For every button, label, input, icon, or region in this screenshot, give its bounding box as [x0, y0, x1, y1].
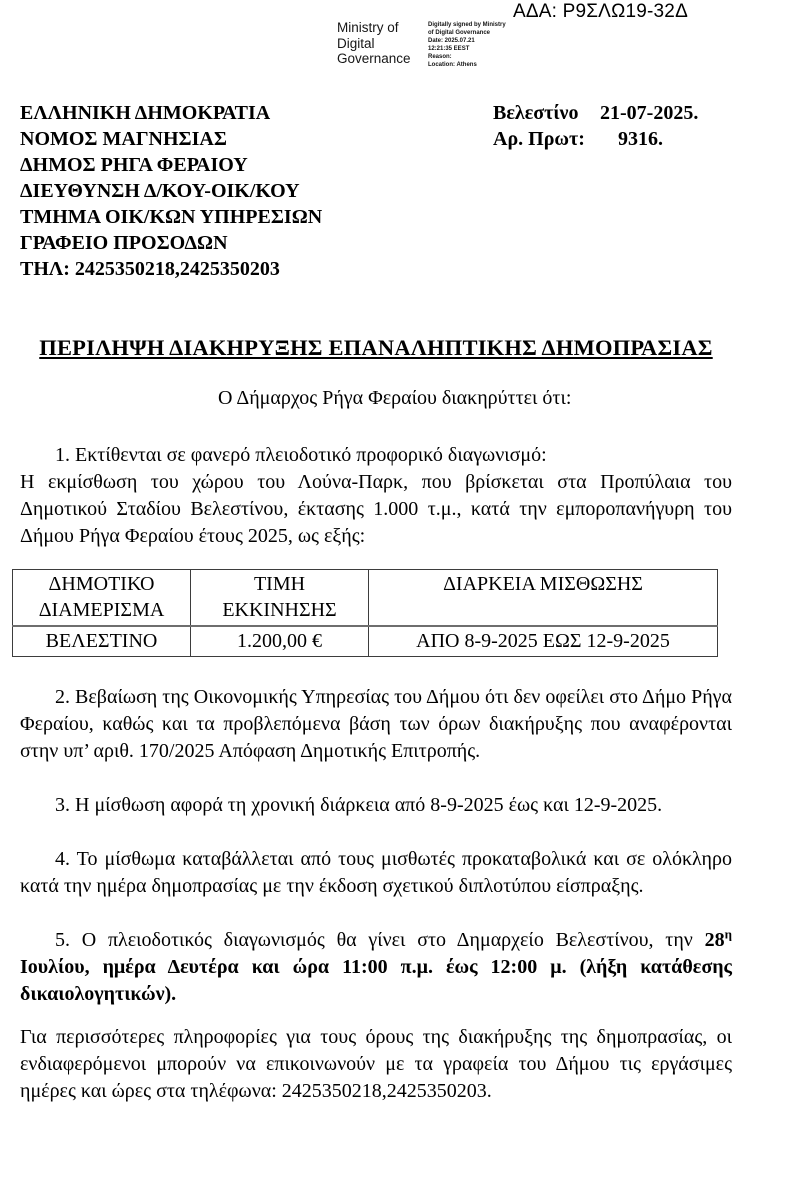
signature-details	[428, 20, 538, 69]
signature-detail-line: Reason:	[428, 54, 452, 60]
paragraph-4: 4. Το μίσθωμα καταβάλλεται από τους μισθωτές προκαταβολικά και σε ολόκληρο κατά την ημέρα δημοπρασίας με την έκδοση σχετικού διπλοτύπου είσπραξης.	[20, 848, 732, 897]
paragraph-5-bold-rest: Ιουλίου, ημέρα Δευτέρα και ώρα 11:00 π.μ. έως 12:00 μ. (λήξη κατάθεσης δικαιολογητικών).	[20, 956, 732, 1005]
proclamation-line: Ο Δήμαρχος Ρήγα Φεραίου διακηρύττει ότι:	[218, 387, 572, 409]
table-header-district: ΔΗΜΟΤΙΚΟ ΔΙΑΜΕΡΙΣΜΑ	[13, 570, 191, 627]
closing-paragraph: Για περισσότερες πληροφορίες για τους όρους της διακήρυξης της δημοπρασίας, οι ενδιαφερόμενοι μπορούν να επικοινωνούν με τα γραφεία του Δήμου τις εργάσιμες ημέρες και ώρες στα τηλέφωνα: 2425350218,2425350203.	[20, 1026, 732, 1102]
ministry-line: Digital	[337, 35, 375, 51]
table-cell-district: ΒΕΛΕΣΤΙΝΟ	[13, 626, 191, 657]
table-row	[13, 626, 718, 657]
table-header-lease-duration: ΔΙΑΡΚΕΙΑ ΜΙΣΘΩΣΗΣ	[369, 570, 718, 627]
table-cell-starting-price: 1.200,00 €	[191, 626, 369, 657]
signature-detail-line: Location: Athens	[428, 62, 477, 68]
ministry-line: Ministry of	[337, 20, 399, 35]
paragraph-1-body: Η εκμίσθωση του χώρου του Λούνα-Παρκ, που βρίσκεται στα Προπύλαια του Δημοτικού Σταδίου Βελεστίνου, έκτασης 1.000 τ.μ., κατά την εμποροπανήγυρη του Δήμου Ρήγα Φεραίου έτους 2025, ως εξής:	[20, 471, 732, 547]
signature-detail-line: Date: 2025.07.21	[428, 38, 475, 44]
table-header-starting-price: ΤΙΜΗ ΕΚΚΙΝΗΣΗΣ	[191, 570, 369, 627]
paragraph-5-normal: 5. Ο πλειοδοτικός διαγωνισμός θα γίνει στο Δημαρχείο Βελεστίνου, την	[55, 929, 705, 951]
paragraph-5-bold-ordinal: η	[724, 926, 732, 942]
date-value: 21-07-2025.	[600, 102, 699, 124]
lease-table	[12, 569, 718, 657]
letterhead	[20, 100, 322, 282]
letterhead-line: ΕΛΛΗΝΙΚΗ ΔΗΜΟΚΡΑΤΙΑ	[20, 102, 271, 124]
table-header-row	[13, 570, 718, 627]
signature-detail-line: of Digital Governance	[428, 30, 491, 36]
ada-number: ΑΔΑ: Ρ9ΣΛΩ19-32Δ	[513, 1, 688, 22]
paragraph-3: 3. Η μίσθωση αφορά τη χρονική διάρκεια από 8-9-2025 έως και 12-9-2025.	[55, 794, 663, 816]
table-cell-lease-duration: ΑΠΟ 8-9-2025 ΕΩΣ 12-9-2025	[369, 626, 718, 657]
date-protocol-block	[493, 100, 790, 282]
paragraph-1-lead: 1. Εκτίθενται σε φανερό πλειοδοτικό προφορικό διαγωνισμό:	[55, 444, 547, 466]
top-signature-area	[0, 0, 790, 100]
letterhead-line: ΝΟΜΟΣ ΜΑΓΝΗΣΙΑΣ	[20, 128, 227, 150]
ministry-line: Governance	[337, 51, 411, 66]
signature-detail-line: Digitally signed by Ministry	[428, 22, 506, 28]
letterhead-line: ΓΡΑΦΕΙΟ ΠΡΟΣΟΔΩΝ	[20, 232, 228, 254]
place-label: Βελεστίνο	[493, 102, 579, 124]
protocol-value: 9316.	[618, 128, 663, 150]
document-body	[0, 335, 790, 1105]
document-title: ΠΕΡΙΛΗΨΗ ΔΙΑΚΗΡΥΞΗΣ ΕΠΑΝΑΛΗΠΤΙΚΗΣ ΔΗΜΟΠΡΑΣΙΑΣ	[39, 335, 713, 360]
ministry-signer-name	[337, 20, 428, 69]
letterhead-line: ΔΙΕΥΘΥΝΣΗ Δ/ΚΟΥ-ΟΙΚ/ΚΟΥ	[20, 180, 300, 202]
paragraph-2: 2. Βεβαίωση της Οικονομικής Υπηρεσίας του Δήμου ότι δεν οφείλει στο Δήμο Ρήγα Φεραίου, καθώς και τα προβλεπόμενα βάση των όρων διακήρυξης που αναφέρονται στην υπ’ αριθ. 170/2025 Απόφαση Δημοτικής Επιτροπής.	[20, 686, 732, 762]
letterhead-row	[0, 100, 790, 282]
protocol-line	[493, 126, 790, 152]
letterhead-line: ΤΜΗΜΑ ΟΙΚ/ΚΩΝ ΥΠΗΡΕΣΙΩΝ	[20, 206, 323, 228]
signature-detail-line: 12:21:35 EEST	[428, 46, 470, 52]
letterhead-line: ΔΗΜΟΣ ΡΗΓΑ ΦΕΡΑΙΟΥ	[20, 154, 248, 176]
paragraph-5-bold-day: 28	[704, 929, 725, 951]
paragraph-5	[20, 927, 732, 1008]
digital-signature-block	[337, 20, 538, 69]
date-line	[493, 100, 790, 126]
protocol-label: Αρ. Πρωτ:	[493, 128, 585, 150]
letterhead-line: ΤΗΛ: 2425350218,2425350203	[20, 258, 280, 280]
